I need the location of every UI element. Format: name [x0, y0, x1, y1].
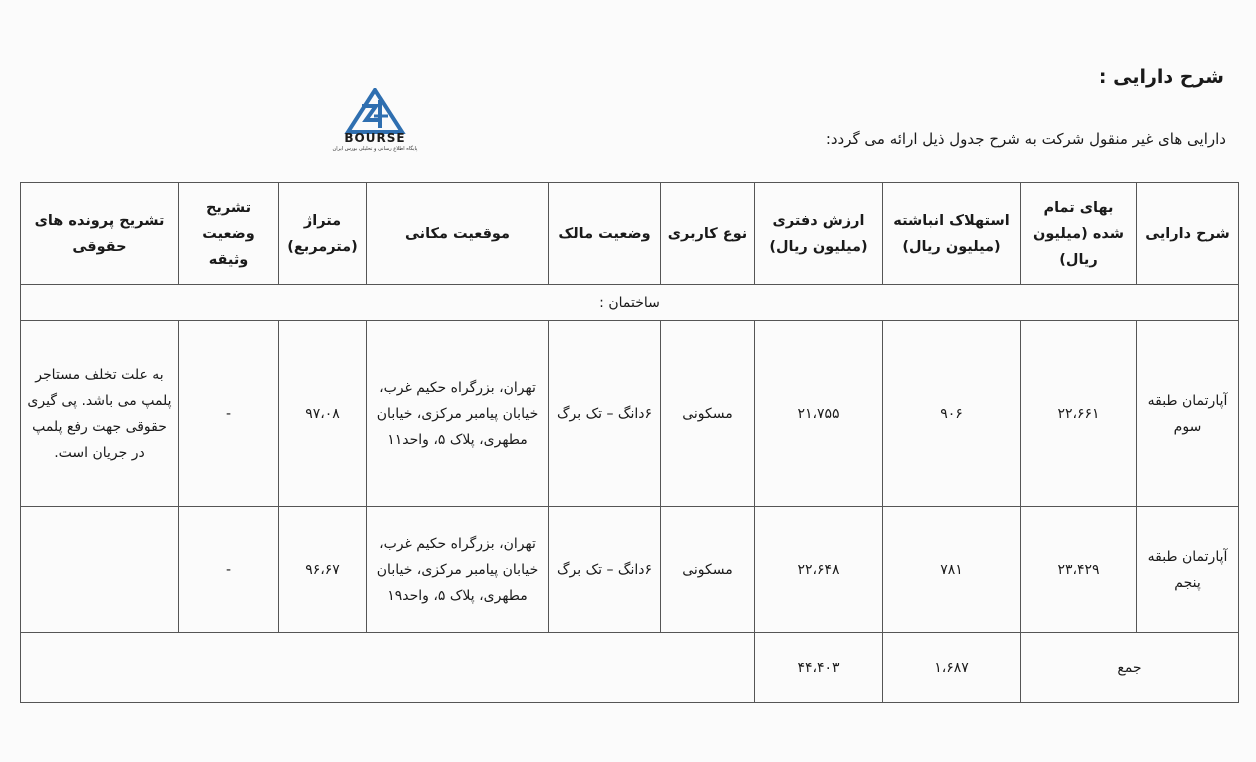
table-row: [21, 507, 1239, 633]
cell-asset: آپارتمان طبقه سوم: [1137, 321, 1239, 507]
header-location: موقعیت مکانی: [367, 183, 549, 285]
header-area: متراژ (مترمربع): [279, 183, 367, 285]
cell-depreciation: ۷۸۱: [883, 507, 1021, 633]
bourse-logo: [330, 88, 420, 158]
header-usage: نوع کاربری: [661, 183, 755, 285]
header-depreciation: استهلاک انباشته (میلیون ریال): [883, 183, 1021, 285]
section-row: [21, 285, 1239, 321]
header-asset: شرح دارایی: [1137, 183, 1239, 285]
header-ownership: وضعیت مالک: [549, 183, 661, 285]
cell-book-value: ۲۱،۷۵۵: [755, 321, 883, 507]
cell-location: تهران، بزرگراه حکیم غرب، خیابان پیامبر مرکزی، خیابان مطهری، پلاک ۵، واحد۱۹: [367, 507, 549, 633]
header-legal: تشریح پرونده های حقوقی: [21, 183, 179, 285]
cell-collateral: -: [179, 321, 279, 507]
cell-collateral: -: [179, 507, 279, 633]
logo-subtitle: پایگاه اطلاع رسانی و تحلیلی بورس ایران: [332, 146, 418, 152]
cell-location: تهران، بزرگراه حکیم غرب، خیابان پیامبر مرکزی، خیابان مطهری، پلاک ۵، واحد۱۱: [367, 321, 549, 507]
cell-book-value: ۲۲،۶۴۸: [755, 507, 883, 633]
table-header-row: [21, 183, 1239, 285]
cell-usage: مسکونی: [661, 507, 755, 633]
header-book-value: ارزش دفتری (میلیون ریال): [755, 183, 883, 285]
cell-area: ۹۶،۶۷: [279, 507, 367, 633]
cell-usage: مسکونی: [661, 321, 755, 507]
table-row: [21, 321, 1239, 507]
logo-wordmark: BOURSE: [344, 131, 406, 145]
bourse-logo-icon: [330, 88, 420, 134]
cell-cost: ۲۲،۶۶۱: [1021, 321, 1137, 507]
cell-area: ۹۷،۰۸: [279, 321, 367, 507]
assets-table: [20, 182, 1239, 703]
header-cost: بهای تمام شده (میلیون ریال): [1021, 183, 1137, 285]
header-collateral: تشریح وضعیت وثیقه: [179, 183, 279, 285]
page-title: شرح دارایی :: [1098, 66, 1224, 88]
total-row: [21, 633, 1239, 703]
cell-ownership: ۶دانگ – تک برگ: [549, 507, 661, 633]
total-book-value: ۴۴،۴۰۳: [755, 633, 883, 703]
cell-cost: ۲۳،۴۲۹: [1021, 507, 1137, 633]
total-label: جمع: [1021, 633, 1239, 703]
cell-depreciation: ۹۰۶: [883, 321, 1021, 507]
cell-legal: [21, 507, 179, 633]
total-depreciation: ۱،۶۸۷: [883, 633, 1021, 703]
cell-legal: به علت تخلف مستاجر پلمپ می باشد. پی گیری حقوقی جهت رفع پلمپ در جریان است.: [21, 321, 179, 507]
total-empty: [21, 633, 755, 703]
cell-ownership: ۶دانگ – تک برگ: [549, 321, 661, 507]
cell-asset: آپارتمان طبقه پنجم: [1137, 507, 1239, 633]
intro-text: دارایی های غیر منقول شرکت به شرح جدول ذیل ارائه می گردد:: [825, 130, 1226, 148]
section-label: ساختمان :: [21, 285, 1239, 321]
